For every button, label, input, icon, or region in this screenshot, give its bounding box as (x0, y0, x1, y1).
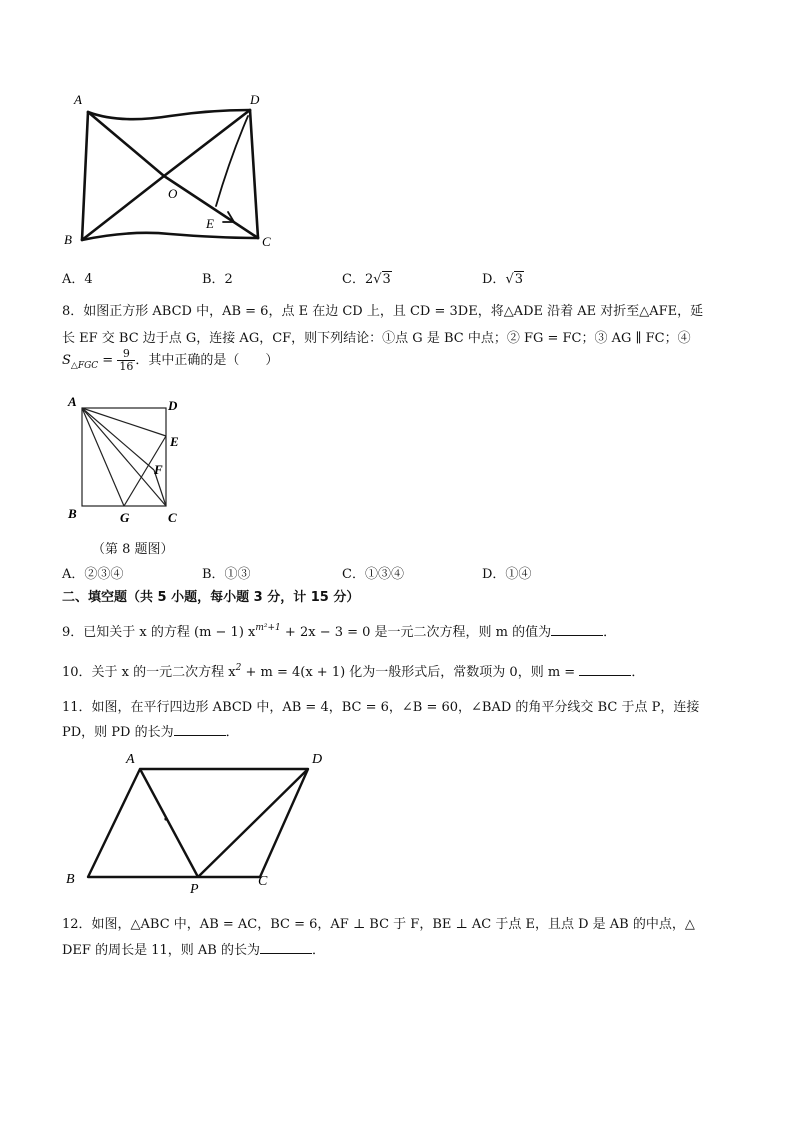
figure-q8 (60, 390, 200, 530)
q8-option-a: A．②③④ (62, 567, 124, 582)
figure-q7 (60, 88, 280, 258)
fig7-label-e: E (206, 216, 214, 231)
fig7-edge-top (88, 110, 250, 119)
fig11-line-ap (140, 769, 198, 877)
q11-answer-blank[interactable] (174, 723, 226, 736)
q8-caption: （第 8 题图） (92, 542, 174, 557)
q7-option-c: C．2√3 (342, 272, 391, 287)
q8-option-d: D．①④ (482, 567, 532, 582)
fig8-label-d: D (168, 398, 178, 413)
fig11-label-a: A (126, 752, 135, 767)
fig7-label-o: O (168, 186, 178, 201)
q7-option-d: D．√3 (482, 272, 524, 287)
q8-option-c: C．①③④ (342, 567, 404, 582)
fig8-line-af (82, 408, 154, 470)
fig11-label-p: P (190, 882, 199, 895)
q12-answer-blank[interactable] (260, 941, 312, 954)
q9-text: 9．已知关于 x 的方程 (m − 1) $x^{m^2+1} + 2x - 3 = 0$ 是一元二次方程，则 m 的值为 ． (62, 623, 617, 640)
q8-line-2: 长 EF 交 BC 边于点 G，连接 AG，CF，则下列结论：①点 G 是 BC 中点；② FG = FC；③ AG ∥ FC；④ (62, 331, 691, 346)
q10-text: 10．关于 x 的一元二次方程 $x^2 + m = 4(x + 1)$ 化为一般形式后，常数项为 0，则 m = ． (62, 663, 645, 680)
q9-answer-blank[interactable] (551, 623, 603, 636)
fig11-parallelogram (88, 769, 308, 877)
fig7-label-a: A (74, 92, 82, 107)
fig8-label-e: E (170, 434, 179, 449)
fig8-line-ag (82, 408, 124, 506)
fig7-edge-right (250, 110, 258, 238)
fig7-arc-de (216, 116, 248, 206)
q11-line-2: PD，则 PD 的长为 ． (62, 725, 239, 740)
q7-option-a: A．4 (62, 272, 93, 287)
q10-answer-blank[interactable] (579, 663, 631, 676)
fig8-label-f: F (154, 462, 163, 477)
fig7-label-b: B (64, 232, 72, 247)
fig11-line-pd (198, 769, 308, 877)
section-heading-fill-in: 二、填空题（共 5 小题，每小题 3 分，计 15 分） (62, 590, 360, 605)
fig8-label-g: G (120, 510, 130, 525)
fig11-label-b: B (66, 872, 75, 887)
fig7-label-c: C (262, 234, 271, 249)
fig7-edge-bottom (82, 233, 258, 240)
fig11-mark (164, 817, 167, 820)
q8-option-b: B．①③ (202, 567, 251, 582)
fig7-arrow-e (222, 212, 234, 222)
fig11-label-c: C (258, 874, 268, 889)
fig7-edge-left (82, 112, 88, 240)
fig8-label-b: B (68, 506, 77, 521)
q8-line-3: $S_{\triangle FGC}$ = $\frac{9}{16}$ ．其中正确的是（ ） (62, 347, 279, 373)
fig8-label-c: C (168, 510, 177, 525)
q8-line-1: 8．如图正方形 ABCD 中，AB = 6，点 E 在边 CD 上，且 CD = 3DE，将△ADE 沿着 AE 对折至△AFE，延 (62, 304, 704, 319)
q7-option-b: B．2 (202, 272, 233, 287)
q12-line-1: 12．如图，△ABC 中，AB = AC，BC = 6，AF ⊥ BC 于 F，BE ⊥ AC 于点 E，且点 D 是 AB 的中点，△ (62, 917, 695, 932)
fig11-label-d: D (312, 752, 323, 767)
figure-q11 (60, 745, 340, 895)
q12-line-2: DEF 的周长是 11，则 AB 的长为 ． (62, 943, 325, 958)
fig7-label-d: D (250, 92, 260, 107)
fig8-label-a: A (68, 394, 77, 409)
q11-line-1: 11．如图，在平行四边形 ABCD 中，AB = 4，BC = 6，∠B = 60，∠BAD 的角平分线交 BC 于点 P，连接 (62, 700, 700, 715)
